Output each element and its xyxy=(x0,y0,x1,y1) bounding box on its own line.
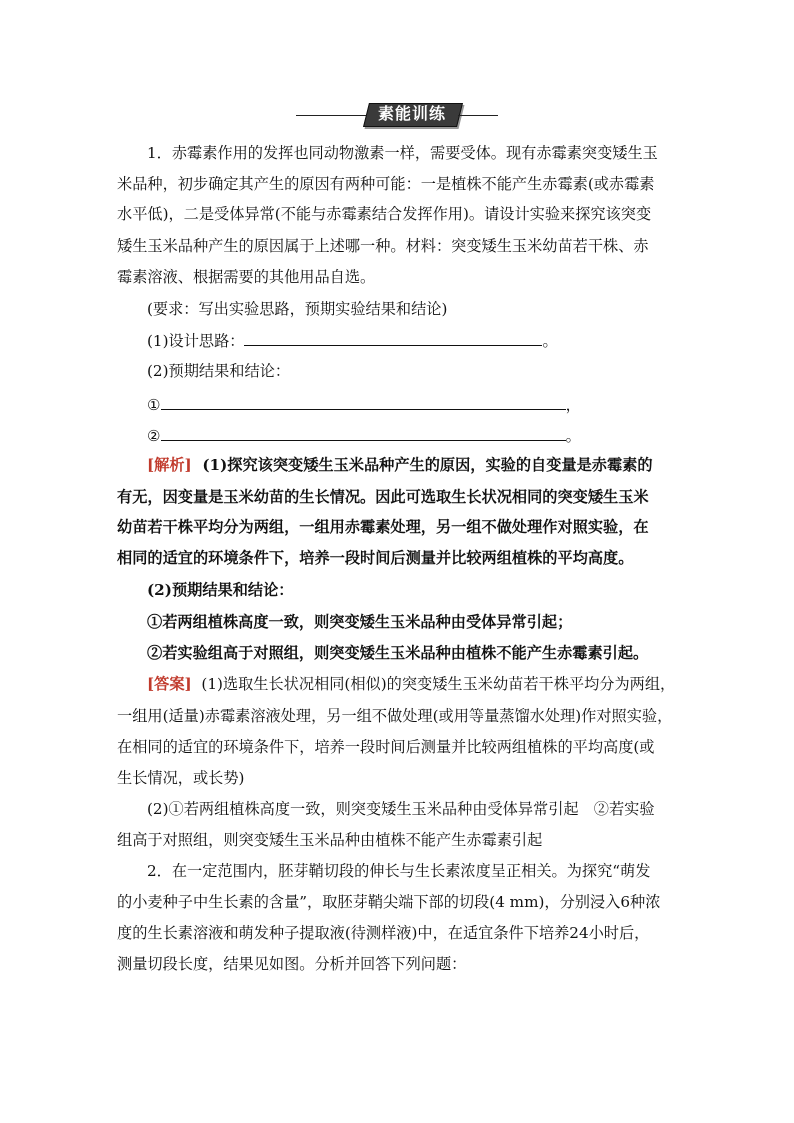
q1-line: 霉素溶液、根据需要的其他用品自选。 xyxy=(117,268,376,286)
analysis-line: 有无，因变量是玉米幼苗的生长情况。因此可选取生长状况相同的突变矮生玉米 xyxy=(117,488,649,506)
q1-design xyxy=(147,329,709,351)
item1-label: ① xyxy=(147,396,161,414)
answer-text: (1)选取生长状况相同(相似)的突变矮生玉米幼苗若干株平均分为两组， xyxy=(201,675,676,693)
q1-requirement: (要求：写出实验思路，预期实验结果和结论) xyxy=(147,300,448,318)
item1-end-mark: ， xyxy=(565,396,581,414)
q1-item1 xyxy=(147,393,709,415)
item1-answer-blank xyxy=(161,393,566,410)
design-answer-blank xyxy=(244,329,542,346)
header-title: 素能训练 xyxy=(377,104,446,123)
analysis-text: (1)探究该突变矮生玉米品种产生的原因，实验的自变量是赤霉素的 xyxy=(202,456,653,474)
q1-line: 水平低)，二是受体异常(不能与赤霉素结合发挥作用)。请设计实验来探究该突变 xyxy=(117,205,652,223)
answer-line: 一组用(适量)赤霉素溶液处理，另一组不做处理(或用等量蒸馏水处理)作对照实验， xyxy=(117,707,673,725)
item2-end-mark: 。 xyxy=(565,427,581,445)
item2-label: ② xyxy=(147,427,161,445)
answer-line: 组高于对照组，则突变矮生玉米品种由植株不能产生赤霉素引起 xyxy=(117,831,543,849)
header-rule-right xyxy=(458,115,498,116)
q1-line: 1．赤霉素作用的发挥也同动物激素一样，需要受体。现有赤霉素突变矮生玉 xyxy=(147,144,658,162)
section-header xyxy=(0,101,794,129)
analysis-line: 相同的适宜的环境条件下，培养一段时间后测量并比较两组植株的平均高度。 xyxy=(117,549,634,567)
design-label: (1)设计思路： xyxy=(147,332,245,350)
q1-line: 矮生玉米品种产生的原因属于上述哪一种。材料：突变矮生玉米幼苗若干株、赤 xyxy=(117,237,649,255)
q1-item2 xyxy=(147,424,709,446)
analysis-line: 幼苗若干株平均分为两组，一组用赤霉素处理，另一组不做处理作对照实验，在 xyxy=(117,518,649,536)
q2-line: 的小麦种子中生长素的含量”，取胚芽鞘尖端下部的切段(4 mm)，分别浸入6种浓 xyxy=(117,893,661,911)
q2-line: 2．在一定范围内，胚芽鞘切段的伸长与生长素浓度呈正相关。为探究“萌发 xyxy=(147,862,651,880)
q1-line: 米品种，初步确定其产生的原因有两种可能：一是植株不能产生赤霉素(或赤霉素 xyxy=(117,175,655,193)
q2-line: 测量切段长度，结果见如图。分析并回答下列问题： xyxy=(117,955,467,973)
analysis-tag: [解析] xyxy=(147,456,192,474)
analysis-result-2: ②若实验组高于对照组，则突变矮生玉米品种由植株不能产生赤霉素引起。 xyxy=(147,644,649,662)
answer-line: 在相同的适宜的环境条件下，培养一段时间后测量并比较两组植株的平均高度(或 xyxy=(117,738,655,756)
q2-line: 度的生长素溶液和萌发种子提取液(待测样液)中，在适宜条件下培养24小时后， xyxy=(117,924,650,942)
analysis-result-title: (2)预期结果和结论： xyxy=(147,581,294,599)
answer-line: 生长情况，或长势) xyxy=(117,769,245,787)
q1-result-label: (2)预期结果和结论： xyxy=(147,362,291,380)
analysis-line xyxy=(147,455,709,475)
answer-line xyxy=(147,674,709,694)
item2-answer-blank xyxy=(161,424,566,441)
analysis-result-1: ①若两组植株高度一致，则突变矮生玉米品种由受体异常引起； xyxy=(147,613,573,631)
answer-line: (2)①若两组植株高度一致，则突变矮生玉米品种由受体异常引起 ②若实验 xyxy=(147,800,655,818)
design-end-mark: 。 xyxy=(542,332,558,350)
header-rule-left xyxy=(296,115,366,116)
answer-tag: [答案] xyxy=(147,675,192,693)
